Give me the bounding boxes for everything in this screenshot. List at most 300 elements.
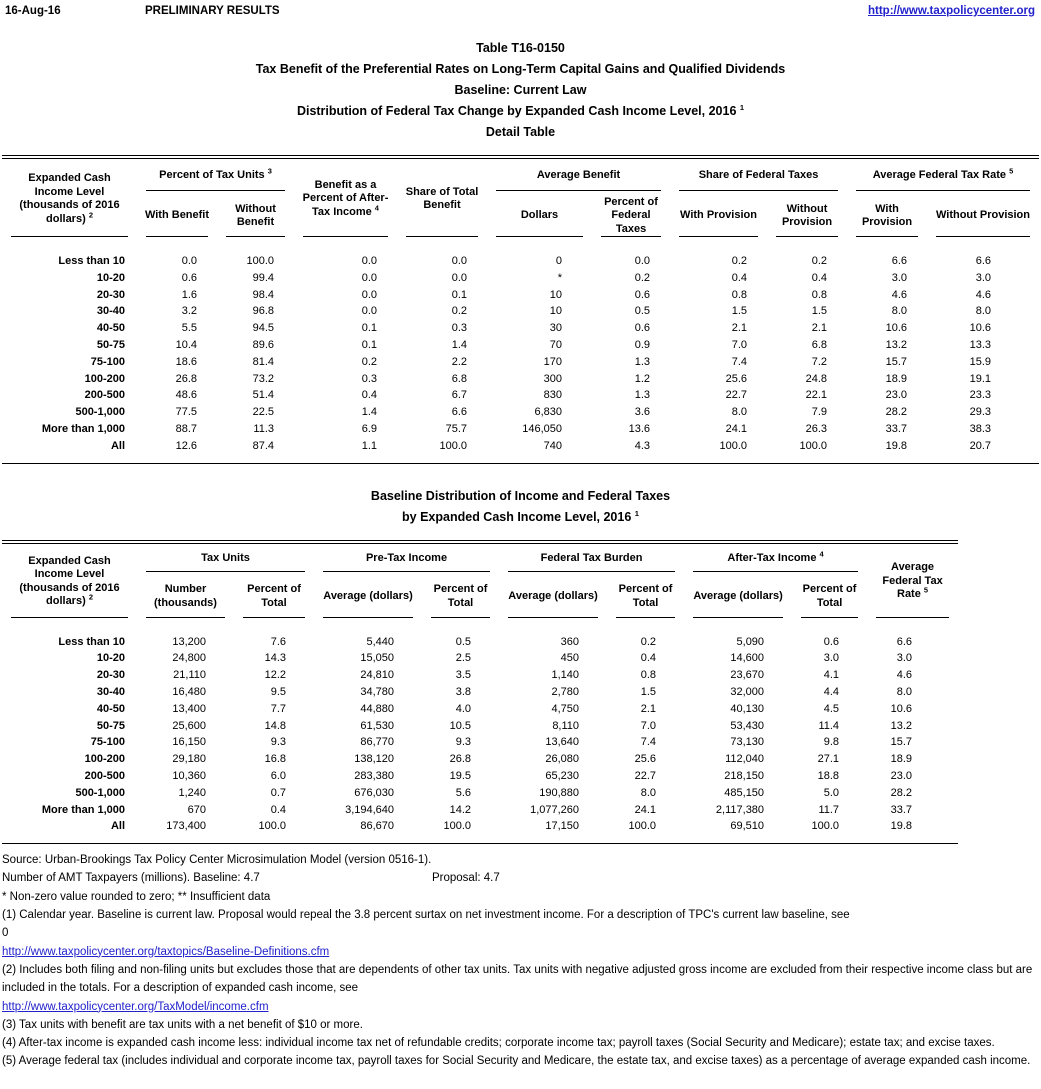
table-cell: 1.6	[181, 288, 197, 301]
col-header-percent-of-federal-taxes: Percent of Federal Taxes	[592, 193, 670, 239]
col-header-average-dollars-burden: Average (dollars)	[499, 574, 607, 620]
table-cell: 3.0	[975, 271, 991, 284]
table-cell: 44,880	[360, 702, 395, 715]
row-label: 30-40	[96, 685, 125, 698]
col-header-without-benefit: Without Benefit	[217, 193, 294, 239]
table-cell: 4.4	[823, 685, 840, 698]
table-cell: 5,090	[736, 635, 765, 648]
detail-table-title: Detail Table	[485, 125, 556, 139]
row-label: 40-50	[96, 322, 125, 335]
table-cell: 0.3	[361, 372, 377, 385]
table-cell: 18.6	[175, 355, 197, 368]
table-cell: 676,030	[354, 786, 395, 799]
preliminary-results-label: PRELIMINARY RESULTS	[145, 5, 280, 17]
table-cell: 7.0	[731, 338, 747, 351]
table-cell: 1.1	[361, 439, 377, 452]
table-cell: 485,150	[724, 786, 765, 799]
row-label: Less than 10	[58, 255, 125, 267]
table-cell: 170	[543, 355, 562, 368]
table-cell: 300	[543, 372, 562, 385]
table-cell: 19.8	[890, 820, 913, 833]
table-cell: 10.6	[885, 322, 907, 335]
table-cell: 69,510	[730, 820, 765, 833]
table-cell: 86,770	[360, 736, 395, 749]
table-cell: 2.2	[451, 355, 467, 368]
table-cell: 2.1	[731, 322, 747, 335]
table-cell: 3.8	[455, 685, 472, 698]
row-label: 200-500	[84, 389, 125, 402]
table-cell: 0.1	[361, 322, 377, 335]
table-cell: 2,780	[551, 685, 580, 698]
table-cell: 51.4	[252, 389, 274, 402]
table-cell: 18.8	[817, 769, 840, 782]
row-label: 75-100	[90, 736, 125, 749]
table-cell: 86,670	[360, 820, 395, 833]
table-cell: 19.5	[449, 769, 472, 782]
table-cell: 10.4	[175, 338, 197, 351]
table-cell: 28.2	[890, 786, 913, 799]
baseline-table-title-line1: Baseline Distribution of Income and Federal Taxes	[370, 488, 671, 503]
col-header-percent-of-total-taxunits: Percent of Total	[234, 574, 314, 620]
row-label: More than 1,000	[41, 422, 125, 435]
table-cell: 0.4	[361, 389, 377, 402]
group-header-average-federal-tax-rate: Average Federal Tax Rate $^5$	[847, 157, 1039, 193]
row-label: 100-200	[84, 372, 125, 385]
table-cell: 33.7	[885, 422, 907, 435]
table-cell: 14.2	[449, 803, 472, 816]
table-cell: 6.6	[891, 255, 907, 267]
table-cell: 70	[549, 338, 562, 351]
table-cell: 0.2	[811, 255, 827, 267]
table-cell: 100.0	[443, 820, 472, 833]
table-cell: 8,110	[552, 719, 580, 732]
row-label: More than 1,000	[41, 803, 125, 816]
table-cell: 13,400	[172, 702, 206, 715]
table-row	[2, 684, 958, 701]
row-label: Less than 10	[58, 635, 125, 648]
table-cell: 0.4	[731, 271, 747, 284]
row-label: 500-1,000	[75, 786, 125, 799]
row-label: All	[110, 439, 125, 452]
table-cell: 146,050	[522, 422, 562, 435]
table-cell: 94.5	[252, 322, 274, 335]
table-cell: 0.3	[451, 322, 467, 335]
table-cell: 11.7	[818, 803, 840, 816]
table-row	[2, 354, 1039, 371]
table-cell: 29.3	[969, 406, 991, 419]
row-label: 500-1,000	[75, 406, 125, 419]
table-cell: 38.3	[969, 422, 991, 435]
table-cell: 0.0	[361, 288, 377, 301]
table-row	[2, 620, 958, 651]
row-label: 200-500	[84, 769, 125, 782]
table-cell: 61,530	[360, 719, 395, 732]
table-cell: 0.8	[731, 288, 747, 301]
table-cell: 100.0	[811, 820, 840, 833]
table-cell: 14.8	[264, 719, 287, 732]
table-cell: 1.4	[451, 338, 467, 351]
table-cell: 12.6	[175, 439, 197, 452]
table-cell: 1,077,260	[530, 803, 580, 816]
table-cell: 6.8	[811, 338, 827, 351]
table-cell: 3,194,640	[345, 803, 395, 816]
table-cell: 3.0	[891, 271, 907, 284]
col-header-without-provision-share: Without Provision	[767, 193, 847, 239]
table-cell: 53,430	[730, 719, 765, 732]
row-label: 50-75	[96, 338, 125, 351]
table-cell: 3.0	[896, 652, 913, 665]
col-header-percent-of-total-pretax: Percent of Total	[422, 574, 499, 620]
table-row	[2, 239, 1039, 270]
table-row	[2, 701, 958, 718]
baseline-definitions-link[interactable]: http://www.taxpolicycenter.org/taxtopics/Baseline-Definitions.cfm	[2, 945, 330, 958]
table-cell: 0.6	[634, 322, 650, 335]
table-cell: 15.7	[890, 736, 913, 749]
detail-table-body	[2, 239, 1039, 463]
table-row	[2, 287, 1039, 304]
table-cell: 1.2	[634, 372, 650, 385]
table-row	[2, 303, 1039, 320]
table-cell: 26.8	[449, 753, 472, 766]
table-cell: 7.9	[811, 406, 827, 419]
col-header-income-level: Expanded Cash Income Level (thousands of 2016 dollars) $^2$	[2, 157, 137, 239]
table-cell: 22.5	[252, 406, 274, 419]
table-cell: 13,200	[172, 635, 206, 648]
footnote-2-link-line	[2, 998, 1039, 1016]
table-cell: 830	[543, 389, 562, 402]
table-cell: 6.9	[361, 422, 377, 435]
table-cell: 0.9	[634, 338, 650, 351]
table-cell: 24.8	[805, 372, 827, 385]
table-cell: 1.3	[634, 355, 650, 368]
table-cell: 8.0	[640, 786, 657, 799]
table-cell: 21,110	[173, 669, 206, 682]
table-cell: 40,130	[730, 702, 765, 715]
table-cell: 0.2	[640, 635, 657, 648]
table-cell: 0.6	[181, 271, 197, 284]
table-cell: 14.3	[264, 652, 287, 665]
footnote-5: (5) Average federal tax (includes individual and corporate income tax, payroll taxes for Social Security and Medicare, the estate tax, and excise taxes) as a percentage of average expanded cash income.	[2, 1055, 1031, 1068]
table-cell: 0.0	[361, 271, 377, 284]
income-definition-link[interactable]: http://www.taxpolicycenter.org/TaxModel/income.cfm	[2, 1000, 269, 1013]
table-cell: 15,050	[360, 652, 395, 665]
table-row	[2, 387, 1039, 404]
table-cell: 23,670	[730, 669, 765, 682]
table-cell: 16,150	[172, 736, 206, 749]
table-cell: *	[557, 271, 562, 284]
table-cell: 0.2	[451, 305, 467, 318]
table-cell: 0.4	[270, 803, 287, 816]
table-cell: 7.0	[640, 719, 657, 732]
table-cell: 1.3	[634, 389, 650, 402]
table-cell: 25.6	[634, 753, 657, 766]
table-cell: 5,440	[366, 635, 395, 648]
table-row	[2, 404, 1039, 421]
table-cell: 0.6	[823, 635, 840, 648]
baseline-table-title-block	[0, 486, 1041, 528]
table-cell: 32,000	[730, 685, 765, 698]
col-header-average-dollars-aftertax: Average (dollars)	[684, 574, 792, 620]
table-cell: 0.2	[361, 355, 377, 368]
table-cell: 8.0	[896, 685, 913, 698]
table-cell: 3.2	[181, 305, 197, 318]
table-cell: 25,600	[172, 719, 206, 732]
col-header-percent-of-total-burden: Percent of Total	[607, 574, 684, 620]
table-cell: 10	[549, 288, 562, 301]
table-cell: 3.0	[823, 652, 840, 665]
table-cell: 18.9	[890, 753, 913, 766]
table-row	[2, 421, 1039, 438]
table-main-title: Tax Benefit of the Preferential Rates on Long-Term Capital Gains and Qualified Dividends	[255, 62, 786, 76]
report-date: 16-Aug-16	[5, 5, 61, 17]
table-cell: 26.3	[805, 422, 827, 435]
table-row	[2, 718, 958, 735]
table-cell: 23.3	[969, 389, 991, 402]
table-cell: 22.7	[634, 769, 657, 782]
table-cell: 190,880	[539, 786, 580, 799]
table-cell: 740	[543, 439, 562, 452]
table-cell: 218,150	[724, 769, 765, 782]
table-cell: 24.1	[725, 422, 747, 435]
row-label: 30-40	[96, 305, 125, 318]
table-cell: 88.7	[175, 422, 197, 435]
table-cell: 0.0	[634, 255, 650, 267]
table-cell: 13.2	[890, 719, 913, 732]
group-header-share-of-federal-taxes: Share of Federal Taxes	[670, 157, 847, 193]
row-label: 50-75	[96, 719, 125, 732]
table-cell: 16,480	[172, 685, 206, 698]
table-cell: 81.4	[252, 355, 274, 368]
table-row	[2, 751, 958, 768]
row-label: 20-30	[96, 288, 125, 301]
table-row	[2, 785, 958, 802]
table-row	[2, 438, 1039, 463]
table-cell: 4.1	[823, 669, 840, 682]
table-cell: 6.6	[975, 255, 991, 267]
col-header-with-provision-share: With Provision	[670, 193, 767, 239]
table-cell: 100.0	[799, 439, 827, 452]
col-header-average-dollars-pretax: Average (dollars)	[314, 574, 422, 620]
baseline-table-title-line2: by Expanded Cash Income Level, 2016 $^1$	[402, 508, 639, 524]
table-cell: 0.0	[181, 255, 197, 267]
table-cell: 13.2	[885, 338, 907, 351]
title-block	[0, 38, 1041, 143]
table-cell: 4.6	[891, 288, 907, 301]
table-cell: 28.2	[885, 406, 907, 419]
table-cell: 96.8	[252, 305, 274, 318]
table-cell: 2.1	[811, 322, 827, 335]
table-cell: 24,800	[172, 652, 206, 665]
table-cell: 1,240	[178, 786, 206, 799]
group-header-federal-tax-burden: Federal Tax Burden	[499, 542, 684, 574]
footnotes	[2, 851, 1039, 1071]
table-cell: 12.2	[264, 669, 287, 682]
table-cell: 15.9	[969, 355, 991, 368]
row-label: 10-20	[96, 652, 125, 665]
table-cell: 6.6	[896, 635, 913, 648]
table-cell: 9.8	[823, 736, 840, 749]
table-cell: 0.0	[451, 255, 467, 267]
table-cell: 77.5	[175, 406, 197, 419]
table-cell: 6.8	[451, 372, 467, 385]
table-cell: 13.3	[969, 338, 991, 351]
table-cell: 100.0	[246, 255, 274, 267]
table-cell: 0.2	[731, 255, 747, 267]
col-header-share-of-total-benefit: Share of Total Benefit	[397, 157, 487, 239]
table-cell: 0.4	[811, 271, 827, 284]
table-cell: 7.4	[731, 355, 747, 368]
table-cell: 87.4	[252, 439, 274, 452]
table-row	[2, 650, 958, 667]
table-cell: 22.7	[725, 389, 747, 402]
table-cell: 2.1	[640, 702, 657, 715]
table-cell: 11.4	[818, 719, 840, 732]
distribution-title: Distribution of Federal Tax Change by Expanded Cash Income Level, 2016 $^1$	[296, 102, 745, 118]
row-label: 10-20	[96, 271, 125, 284]
row-label: 40-50	[96, 702, 125, 715]
table-cell: 8.0	[975, 305, 991, 318]
table-cell: 1.5	[731, 305, 747, 318]
table-cell: 27.1	[817, 753, 840, 766]
table-cell: 4.5	[823, 702, 840, 715]
table-cell: 0.4	[640, 652, 657, 665]
col-header-dollars: Dollars	[487, 193, 592, 239]
table-cell: 17,150	[545, 820, 580, 833]
page-header	[0, 0, 1041, 24]
col-header-without-provision-rate: Without Provision	[927, 193, 1039, 239]
table-cell: 24.1	[634, 803, 657, 816]
table-cell: 6.6	[451, 406, 467, 419]
table-cell: 99.4	[252, 271, 274, 284]
group-header-after-tax-income: After-Tax Income $^4$	[684, 542, 867, 574]
table-cell: 0	[555, 255, 562, 267]
footnote-1-extra: 0	[2, 927, 9, 940]
table-cell: 14,600	[730, 652, 765, 665]
table-cell: 34,780	[360, 685, 395, 698]
table-cell: 30	[549, 322, 562, 335]
table-cell: 10,360	[172, 769, 206, 782]
table-cell: 670	[187, 803, 206, 816]
footnote-3: (3) Tax units with benefit are tax units with a net benefit of $10 or more.	[2, 1018, 363, 1031]
table-cell: 3.6	[634, 406, 650, 419]
table-cell: 0.5	[634, 305, 650, 318]
table-cell: 1,140	[551, 669, 580, 682]
col-header-benefit-percent-after-tax-income: Benefit as a Percent of After-Tax Income $^4$	[294, 157, 397, 239]
table-cell: 10.5	[449, 719, 472, 732]
table-cell: 4.3	[634, 439, 650, 452]
table-cell: 100.0	[258, 820, 287, 833]
table-cell: 75.7	[445, 422, 467, 435]
table-cell: 16.8	[264, 753, 287, 766]
table-cell: 10	[549, 305, 562, 318]
table-cell: 100.0	[439, 439, 467, 452]
table-cell: 13.6	[628, 422, 650, 435]
table-cell: 6,830	[534, 406, 562, 419]
table-cell: 9.3	[455, 736, 472, 749]
table-cell: 360	[560, 635, 580, 648]
table-cell: 23.0	[885, 389, 907, 402]
table-cell: 89.6	[252, 338, 274, 351]
table-cell: 18.9	[885, 372, 907, 385]
amt-baseline-value: Number of AMT Taxpayers (millions). Baseline: 4.7	[2, 872, 260, 885]
table-cell: 10.6	[969, 322, 991, 335]
col-header-income-level-2: Expanded Cash Income Level (thousands of 2016 dollars) $^2$	[2, 542, 137, 620]
detail-table	[2, 155, 1039, 464]
table-cell: 100.0	[719, 439, 747, 452]
table-cell: 8.0	[891, 305, 907, 318]
table-cell: 6.0	[270, 769, 287, 782]
col-header-percent-of-total-aftertax: Percent of Total	[792, 574, 867, 620]
table-cell: 9.5	[270, 685, 287, 698]
table-cell: 98.4	[252, 288, 274, 301]
taxpolicycenter-link[interactable]: http://www.taxpolicycenter.org	[868, 5, 1035, 17]
col-header-number-thousands: Number (thousands)	[137, 574, 234, 620]
amt-taxpayers-note	[2, 869, 1039, 887]
table-cell: 4.6	[975, 288, 991, 301]
table-cell: 112,040	[725, 753, 765, 766]
table-cell: 7.4	[640, 736, 657, 749]
table-cell: 0.2	[634, 271, 650, 284]
table-cell: 7.6	[270, 635, 287, 648]
table-cell: 7.2	[811, 355, 827, 368]
table-cell: 22.1	[805, 389, 827, 402]
table-row	[2, 371, 1039, 388]
table-cell: 26,080	[545, 753, 580, 766]
table-row	[2, 667, 958, 684]
row-label: 75-100	[90, 355, 125, 368]
table-row	[2, 320, 1039, 337]
table-cell: 0.8	[640, 669, 657, 682]
table-cell: 19.1	[969, 372, 991, 385]
row-label: 100-200	[84, 753, 125, 766]
table-cell: 13,640	[545, 736, 580, 749]
table-cell: 0.1	[451, 288, 467, 301]
table-cell: 2,117,380	[715, 803, 765, 816]
table-cell: 0.5	[455, 635, 472, 648]
table-cell: 29,180	[172, 753, 206, 766]
table-cell: 0.8	[811, 288, 827, 301]
footnote-1: (1) Calendar year. Baseline is current law. Proposal would repeal the 3.8 percent surtax on net investment income. For a description of TPC's current law baseline, see	[2, 909, 850, 922]
table-cell: 2.5	[455, 652, 472, 665]
table-cell: 0.0	[361, 255, 377, 267]
col-header-average-federal-tax-rate: Average Federal Tax Rate $^5$	[867, 542, 958, 620]
table-cell: 283,380	[354, 769, 395, 782]
group-header-average-benefit: Average Benefit	[487, 157, 670, 193]
baseline-title: Baseline: Current Law	[454, 83, 587, 97]
table-cell: 8.0	[731, 406, 747, 419]
table-cell: 5.6	[455, 786, 472, 799]
amt-proposal-value: Proposal: 4.7	[432, 872, 500, 885]
table-cell: 4.6	[896, 669, 913, 682]
table-cell: 73,130	[730, 736, 765, 749]
table-cell: 10.6	[890, 702, 913, 715]
table-row	[2, 734, 958, 751]
table-cell: 138,120	[354, 753, 395, 766]
table-cell: 1.5	[811, 305, 827, 318]
table-cell: 65,230	[545, 769, 580, 782]
table-cell: 5.0	[823, 786, 840, 799]
table-cell: 19.8	[885, 439, 907, 452]
footnote-2: (2) Includes both filing and non-filing units but excludes those that are dependents of other tax units. Tax units with negative adjusted gross income are excluded from their respective income class but are included in the totals. For a description of expanded cash income, see	[2, 963, 1033, 995]
table-cell: 5.5	[181, 322, 197, 335]
table-cell: 33.7	[890, 803, 913, 816]
source-note: Source: Urban-Brookings Tax Policy Center Microsimulation Model (version 0516-1).	[2, 854, 432, 867]
table-cell: 0.0	[361, 305, 377, 318]
table-cell: 3.5	[455, 669, 472, 682]
table-cell: 0.0	[451, 271, 467, 284]
table-cell: 100.0	[628, 820, 657, 833]
table-cell: 26.8	[175, 372, 197, 385]
